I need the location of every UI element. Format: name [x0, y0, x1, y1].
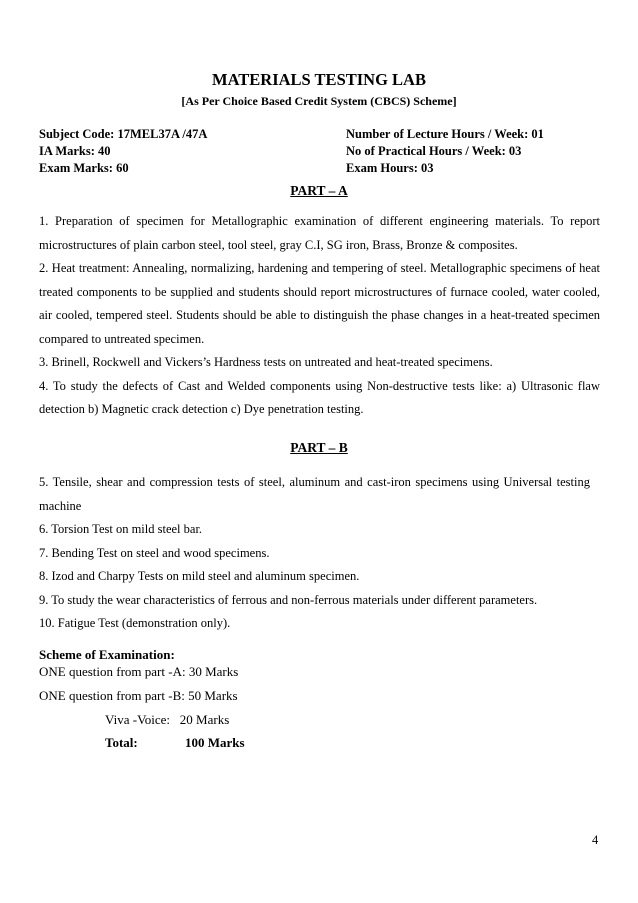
exam-hours: Exam Hours: 03: [346, 161, 434, 175]
lecture-hours: Number of Lecture Hours / Week: 01: [346, 127, 544, 141]
subject-code: Subject Code: 17MEL37A /47A: [39, 127, 208, 141]
scheme-part-b: ONE question from part -B: 50 Marks: [39, 688, 238, 703]
scheme-heading: Scheme of Examination:: [39, 647, 175, 662]
part-a-heading: [0, 183, 638, 199]
list-item: 8. Izod and Charpy Tests on mild steel and aluminum specimen.: [39, 569, 360, 583]
scheme-of-examination: [39, 646, 245, 755]
list-item: 1. Preparation of specimen for Metallographic examination of different engineering materials. To report microstructures of plain carbon steel, tool steel, gray C.I, SG iron, Brass, Bronze & composites.: [39, 214, 600, 252]
scheme-part-a: ONE question from part -A: 30 Marks: [39, 664, 239, 679]
list-item: 10. Fatigue Test (demonstration only).: [39, 616, 231, 630]
part-a-list: [39, 210, 600, 422]
part-b-list: [39, 471, 600, 636]
page-subtitle: [As Per Choice Based Credit System (CBCS) Scheme]: [181, 94, 457, 108]
practical-hours: No of Practical Hours / Week: 03: [346, 144, 522, 158]
list-item: 2. Heat treatment: Annealing, normalizing, hardening and tempering of steel. Metallographic specimens of heat treated components to be supplied and students should report microstructures of furnace cooled, water cooled, air cooled, tempered steel. Students should be able to distinguish the phase changes in a heat-treated specimen compared to untreated specimen.: [39, 261, 600, 346]
list-item: 3. Brinell, Rockwell and Vickers’s Hardness tests on untreated and heat-treated specimens.: [39, 355, 493, 369]
list-item: 6. Torsion Test on mild steel bar.: [39, 522, 203, 536]
list-item: 7. Bending Test on steel and wood specimens.: [39, 545, 270, 560]
list-item: 5. Tensile, shear and compression tests of steel, aluminum and cast-iron specimens using Universal testing machine: [39, 475, 590, 513]
ia-marks: IA Marks: 40: [39, 144, 111, 158]
course-meta-left: [39, 126, 207, 177]
scheme-viva: Viva -Voice: 20 Marks: [105, 711, 230, 727]
course-meta-right: [346, 126, 544, 177]
part-b-heading-text: PART – B: [290, 440, 348, 455]
page-number: 4: [592, 833, 599, 847]
scheme-total: [39, 731, 245, 755]
exam-marks: Exam Marks: 60: [39, 161, 129, 175]
part-b-heading: [0, 440, 638, 456]
part-a-heading-text: PART – A: [290, 183, 348, 198]
page-title: MATERIALS TESTING LAB: [212, 70, 426, 89]
total-label: Total:: [105, 735, 138, 750]
list-item: 9. To study the wear characteristics of ferrous and non-ferrous materials under different parameters.: [39, 592, 538, 607]
total-value: 100 Marks: [185, 735, 245, 750]
list-item: 4. To study the defects of Cast and Welded components using Non-destructive tests like: a) Ultrasonic flaw detection b) Magnetic crack detection c) Dye penetration testing.: [39, 378, 600, 416]
